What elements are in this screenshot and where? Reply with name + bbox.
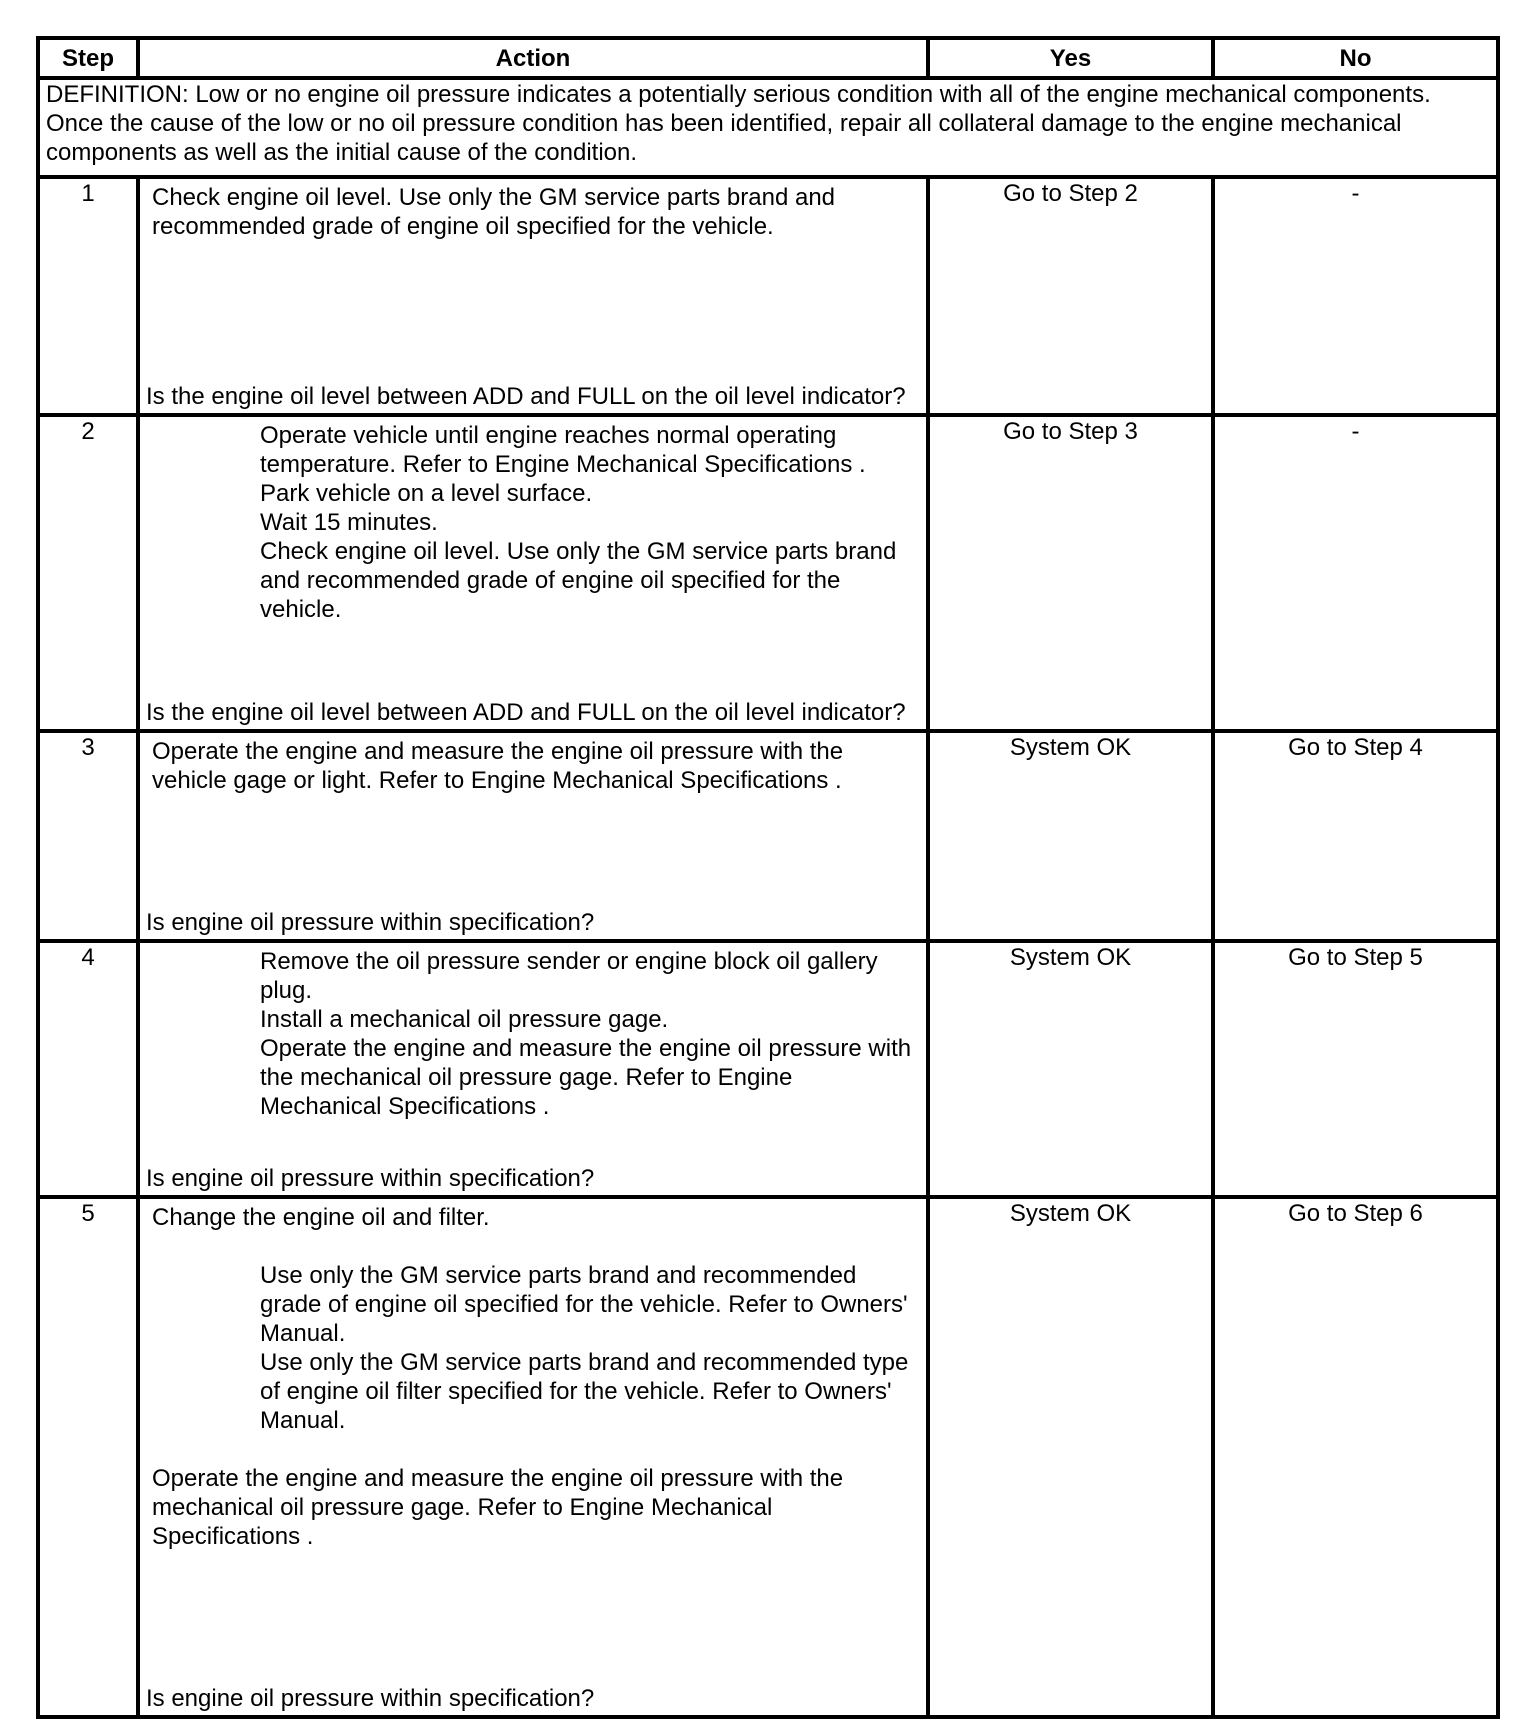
action-question: Is the engine oil level between ADD and FULL on the oil level indicator? (146, 699, 906, 726)
yes-cell: Go to Step 2 (928, 177, 1213, 415)
action-cell (138, 941, 928, 1197)
action-substep: Use only the GM service parts brand and recommended type of engine oil filter specified for the vehicle. Refer to Owners' Manual. (260, 1349, 909, 1434)
action-intro: Change the engine oil and filter. (152, 1204, 490, 1231)
action-question: Is the engine oil level between ADD and FULL on the oil level indicator? (146, 383, 906, 410)
header-step: Step (38, 38, 138, 78)
step-number: 1 (38, 177, 138, 415)
table-row (38, 415, 1498, 731)
action-intro: Operate the engine and measure the engine oil pressure with the vehicle gage or light. Refer to Engine Mechanical Specifications . (152, 738, 844, 794)
action-question: Is engine oil pressure within specification? (146, 1685, 595, 1712)
yes-cell: System OK (928, 941, 1213, 1197)
action-substep: Wait 15 minutes. (260, 509, 438, 536)
action-substep: Install a mechanical oil pressure gage. (260, 1006, 669, 1033)
step-number: 4 (38, 941, 138, 1197)
table-row (38, 731, 1498, 941)
action-cell (138, 177, 928, 415)
no-cell: Go to Step 6 (1213, 1197, 1498, 1717)
definition-text: DEFINITION: Low or no engine oil pressure indicates a potentially serious condition with all of the engine mechanical components. Once the cause of the low or no oil pressure condition has been identified, repair all collateral damage to the engine mechanical components as well as the initial cause of the condition. (38, 78, 1498, 177)
header-row (38, 38, 1498, 78)
action-cell (138, 415, 928, 731)
action-intro: Check engine oil level. Use only the GM service parts brand and recommended grade of engine oil specified for the vehicle. (152, 184, 836, 240)
action-substep: Check engine oil level. Use only the GM service parts brand and recommended grade of engine oil specified for the vehicle. (260, 538, 897, 623)
action-question: Is engine oil pressure within specification? (146, 909, 595, 936)
yes-cell: Go to Step 3 (928, 415, 1213, 731)
step-number: 3 (38, 731, 138, 941)
action-substep: Park vehicle on a level surface. (260, 480, 593, 507)
header-no: No (1213, 38, 1498, 78)
action-after: Operate the engine and measure the engine oil pressure with the mechanical oil pressure gage. Refer to Engine Mechanical Specifications . (152, 1465, 844, 1550)
header-yes: Yes (928, 38, 1213, 78)
no-cell: - (1213, 415, 1498, 731)
action-cell (138, 731, 928, 941)
definition-row (38, 78, 1498, 177)
step-number: 2 (38, 415, 138, 731)
action-question: Is engine oil pressure within specification? (146, 1165, 595, 1192)
header-action: Action (138, 38, 928, 78)
yes-cell: System OK (928, 1197, 1213, 1717)
no-cell: Go to Step 5 (1213, 941, 1498, 1197)
action-substep: Operate vehicle until engine reaches normal operating temperature. Refer to Engine Mechanical Specifications . (260, 422, 866, 478)
no-cell: Go to Step 4 (1213, 731, 1498, 941)
action-substep: Use only the GM service parts brand and recommended grade of engine oil specified for the vehicle. Refer to Owners' Manual. (260, 1262, 908, 1347)
action-substep: Remove the oil pressure sender or engine block oil gallery plug. (260, 948, 878, 1004)
action-substep: Operate the engine and measure the engine oil pressure with the mechanical oil pressure gage. Refer to Engine Mechanical Specifications . (260, 1035, 912, 1120)
no-cell: - (1213, 177, 1498, 415)
action-cell (138, 1197, 928, 1717)
table-row (38, 941, 1498, 1197)
table-row (38, 177, 1498, 415)
diagnostic-table (36, 36, 1500, 1719)
table-row (38, 1197, 1498, 1717)
yes-cell: System OK (928, 731, 1213, 941)
step-number: 5 (38, 1197, 138, 1717)
